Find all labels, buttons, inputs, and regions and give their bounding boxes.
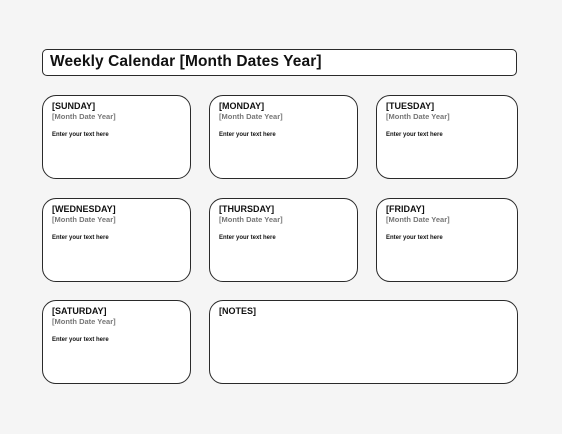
day-text-field[interactable]: Enter your text here bbox=[219, 132, 276, 138]
day-text-field[interactable]: Enter your text here bbox=[386, 235, 443, 241]
day-name[interactable]: [MONDAY] bbox=[219, 101, 265, 111]
day-name[interactable]: [SUNDAY] bbox=[52, 101, 96, 111]
day-name[interactable]: [THURSDAY] bbox=[219, 204, 275, 214]
day-card-saturday bbox=[42, 300, 191, 384]
day-name[interactable]: [TUESDAY] bbox=[386, 101, 435, 111]
day-date[interactable]: [Month Date Year] bbox=[52, 112, 116, 121]
day-card-monday bbox=[209, 95, 358, 179]
day-date[interactable]: [Month Date Year] bbox=[386, 215, 450, 224]
day-date[interactable]: [Month Date Year] bbox=[52, 215, 116, 224]
day-date[interactable]: [Month Date Year] bbox=[52, 317, 116, 326]
notes-card[interactable] bbox=[209, 300, 518, 384]
calendar-title[interactable]: Weekly Calendar [Month Dates Year] bbox=[50, 53, 322, 70]
title-bar bbox=[42, 49, 517, 76]
day-text-field[interactable]: Enter your text here bbox=[52, 132, 109, 138]
day-text-field[interactable]: Enter your text here bbox=[219, 235, 276, 241]
day-date[interactable]: [Month Date Year] bbox=[219, 112, 283, 121]
notes-label[interactable]: [NOTES] bbox=[219, 306, 256, 316]
day-card-thursday bbox=[209, 198, 358, 282]
day-text-field[interactable]: Enter your text here bbox=[386, 132, 443, 138]
day-text-field[interactable]: Enter your text here bbox=[52, 337, 109, 343]
day-card-tuesday bbox=[376, 95, 518, 179]
day-card-sunday bbox=[42, 95, 191, 179]
day-name[interactable]: [WEDNESDAY] bbox=[52, 204, 116, 214]
day-name[interactable]: [FRIDAY] bbox=[386, 204, 425, 214]
day-text-field[interactable]: Enter your text here bbox=[52, 235, 109, 241]
day-card-friday bbox=[376, 198, 518, 282]
day-card-wednesday bbox=[42, 198, 191, 282]
day-date[interactable]: [Month Date Year] bbox=[386, 112, 450, 121]
day-date[interactable]: [Month Date Year] bbox=[219, 215, 283, 224]
day-name[interactable]: [SATURDAY] bbox=[52, 306, 107, 316]
